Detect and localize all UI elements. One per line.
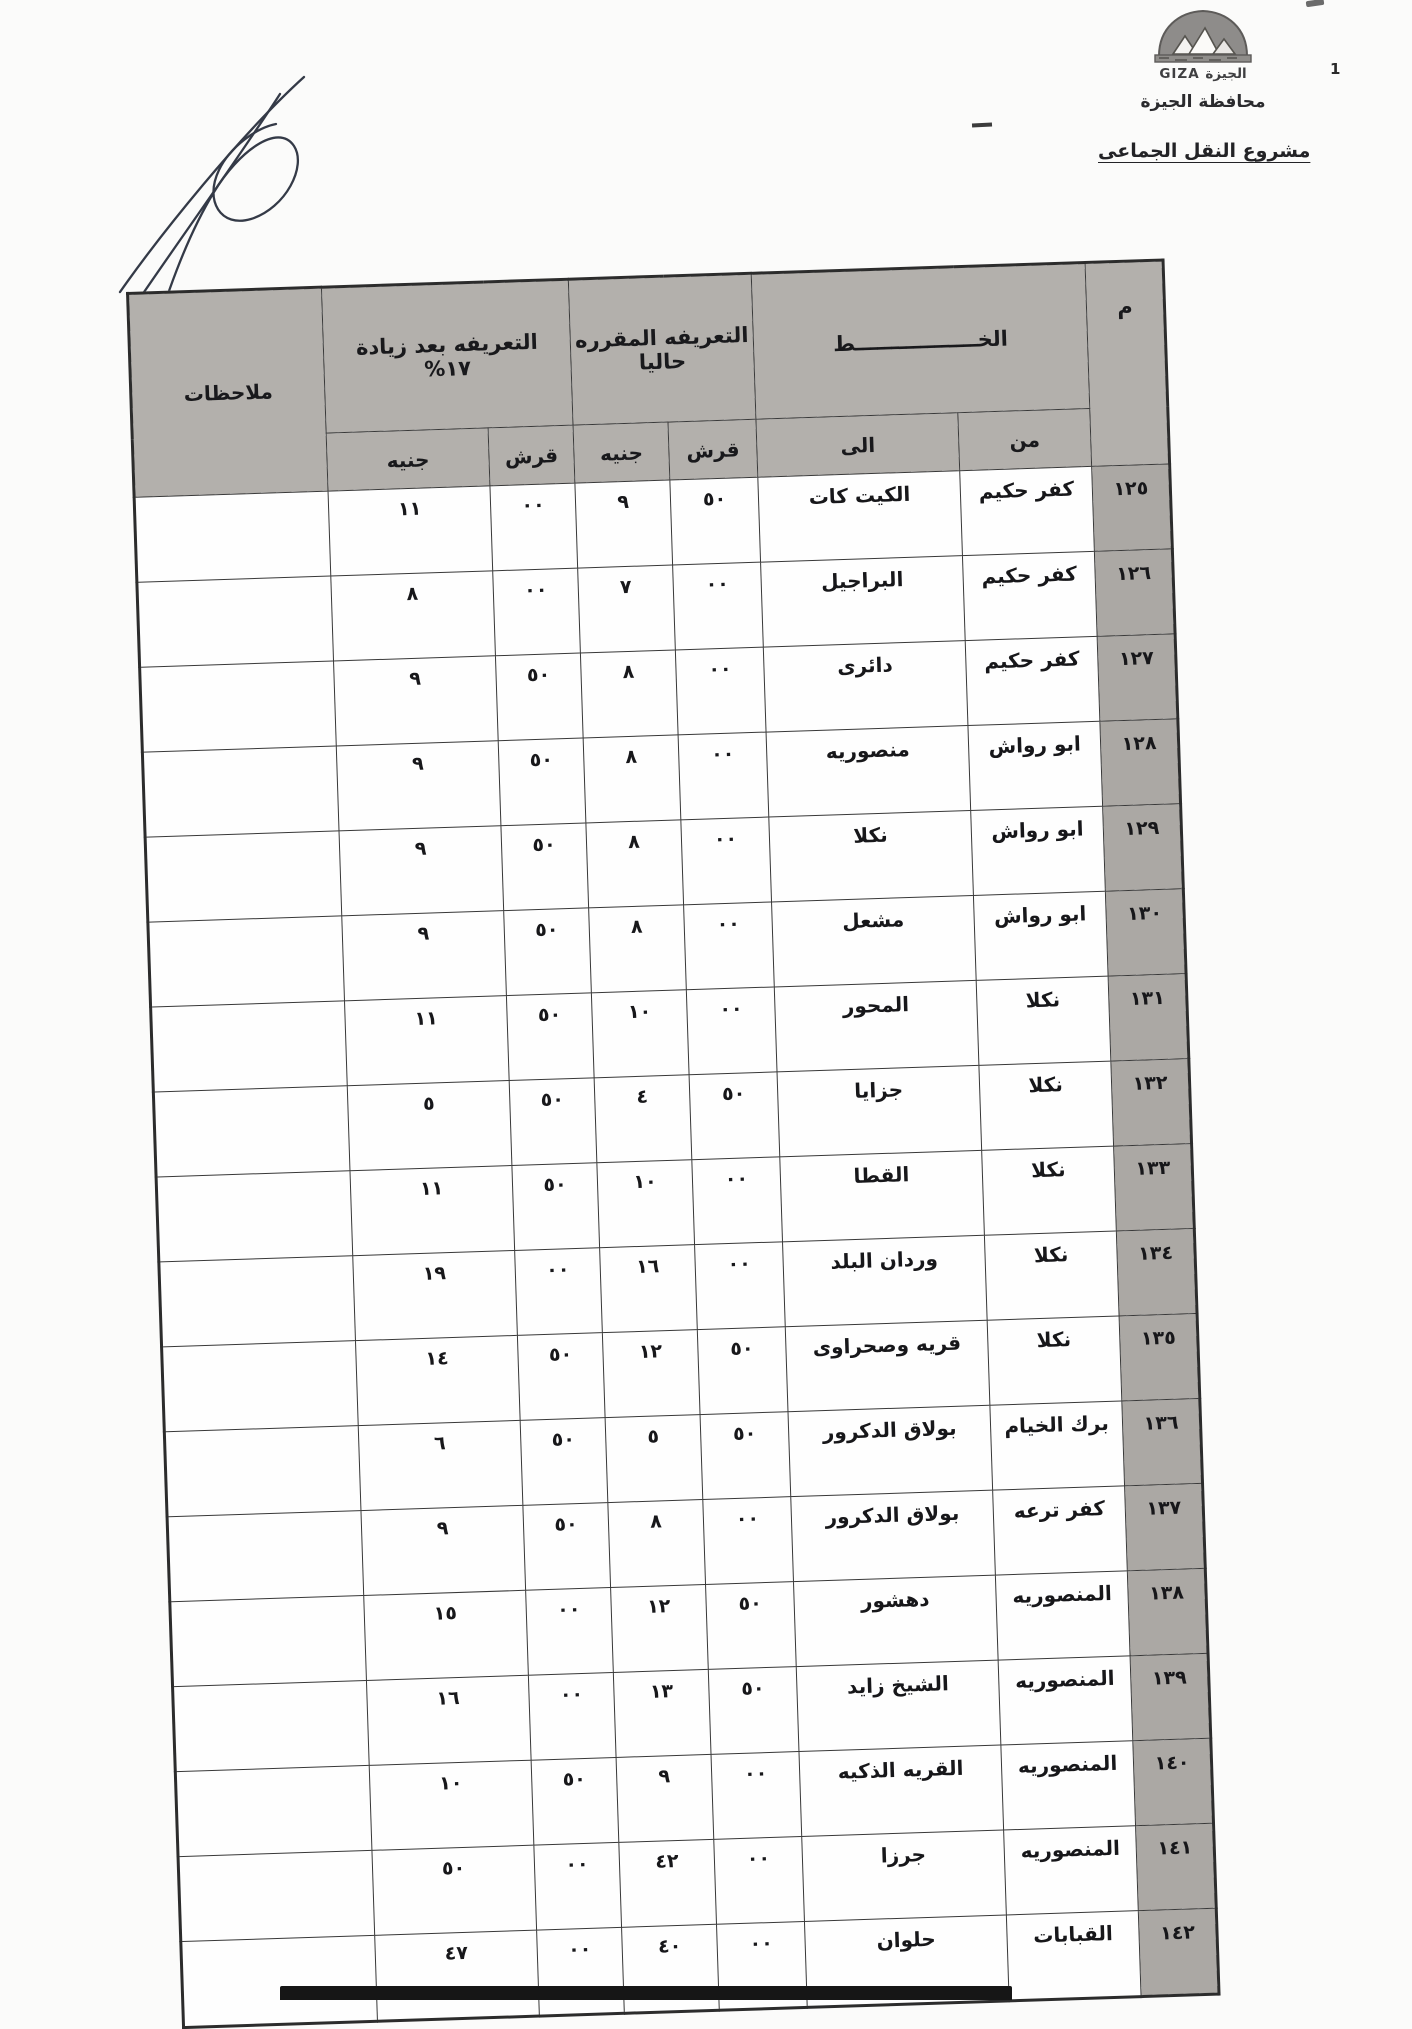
row-number-cell: ١٣٩ bbox=[1130, 1653, 1211, 1740]
notes-cell bbox=[170, 1596, 367, 1687]
to-cell: منصوريه bbox=[766, 726, 971, 817]
new-pounds-cell: ٥ bbox=[347, 1081, 512, 1171]
new-pounds-cell: ٥٠ bbox=[372, 1845, 537, 1935]
from-cell: برك الخيام bbox=[990, 1401, 1125, 1490]
page-number-mark: 1 bbox=[1330, 60, 1341, 78]
current-piasters-cell: ٥٠ bbox=[689, 1072, 780, 1160]
from-cell: نكلا bbox=[979, 1061, 1114, 1150]
to-cell: الشيخ زايد bbox=[796, 1660, 1001, 1751]
logo-en: GIZA bbox=[1159, 66, 1200, 82]
current-piasters-cell: ٠٠ bbox=[681, 817, 772, 905]
current-piasters-cell: ٠٠ bbox=[686, 987, 777, 1075]
header-from: من bbox=[958, 408, 1092, 470]
row-number-cell: ١٢٩ bbox=[1103, 804, 1184, 891]
new-piasters-cell: ٠٠ bbox=[528, 1672, 616, 1760]
fare-table-wrap bbox=[126, 258, 1222, 2029]
current-pounds-cell: ٩ bbox=[616, 1754, 714, 1842]
from-cell: كفر حكيم bbox=[965, 636, 1100, 725]
to-cell: الكيت كات bbox=[758, 471, 963, 562]
to-cell: مشعل bbox=[772, 895, 977, 986]
to-cell: قريه وصحراوى bbox=[785, 1320, 990, 1411]
to-cell: القريه الذكيه bbox=[799, 1745, 1004, 1836]
row-number-cell: ١٣١ bbox=[1108, 974, 1189, 1061]
new-piasters-cell: ٥٠ bbox=[495, 653, 583, 741]
header-num: م bbox=[1085, 260, 1170, 466]
new-piasters-cell: ٠٠ bbox=[490, 483, 578, 571]
current-pounds-cell: ١٢ bbox=[602, 1330, 700, 1418]
notes-cell bbox=[173, 1680, 370, 1771]
new-pounds-cell: ١٥ bbox=[364, 1590, 529, 1680]
row-number-cell: ١٣٢ bbox=[1111, 1059, 1192, 1146]
notes-cell bbox=[181, 1935, 378, 2027]
from-cell: نكلا bbox=[987, 1316, 1122, 1405]
from-cell: ابو رواش bbox=[968, 721, 1103, 810]
current-piasters-cell: ٠٠ bbox=[695, 1242, 786, 1330]
notes-cell bbox=[162, 1341, 359, 1432]
row-number-cell: ١٣٥ bbox=[1119, 1313, 1200, 1400]
current-pounds-cell: ٤ bbox=[594, 1075, 692, 1163]
current-pounds-cell: ٨ bbox=[586, 820, 684, 908]
notes-cell bbox=[140, 661, 337, 752]
new-piasters-cell: ٥٠ bbox=[501, 823, 589, 911]
new-pounds-cell: ١٦ bbox=[366, 1675, 531, 1765]
to-cell: دائرى bbox=[763, 641, 968, 732]
from-cell: كفر حكيم bbox=[960, 466, 1095, 555]
current-pounds-cell: ٨ bbox=[583, 735, 681, 823]
new-piasters-cell: ٠٠ bbox=[515, 1248, 603, 1336]
row-number-cell: ١٣٧ bbox=[1125, 1483, 1206, 1570]
to-cell: جرزا bbox=[802, 1830, 1007, 1921]
current-piasters-cell: ٥٠ bbox=[706, 1582, 797, 1670]
current-piasters-cell: ٥٠ bbox=[708, 1667, 799, 1755]
current-piasters-cell: ٠٠ bbox=[714, 1836, 805, 1924]
pen-dash-mark bbox=[972, 122, 992, 127]
current-piasters-cell: ٥٠ bbox=[670, 477, 761, 565]
new-piasters-cell: ٥٠ bbox=[506, 993, 594, 1081]
current-piasters-cell: ٠٠ bbox=[673, 562, 764, 650]
to-cell: نكلا bbox=[769, 811, 974, 902]
current-pounds-cell: ٤٠ bbox=[622, 1924, 720, 2013]
new-pounds-cell: ٤٧ bbox=[375, 1930, 540, 2021]
header-new-line2: ١٧% bbox=[423, 355, 472, 382]
new-piasters-cell: ٠٠ bbox=[526, 1588, 614, 1676]
row-number-cell: ١٤١ bbox=[1136, 1823, 1217, 1910]
to-cell: دهشور bbox=[793, 1575, 998, 1666]
from-cell: كفر حكيم bbox=[962, 551, 1097, 640]
header-to: الى bbox=[756, 413, 960, 477]
notes-cell bbox=[159, 1256, 356, 1347]
from-cell: المنصوريه bbox=[995, 1571, 1130, 1660]
new-piasters-cell: ٥٠ bbox=[504, 908, 592, 996]
notes-cell bbox=[151, 1001, 348, 1092]
notes-cell bbox=[134, 491, 331, 582]
to-cell: حلوان bbox=[804, 1915, 1009, 2007]
from-cell: القبابات bbox=[1006, 1911, 1141, 2001]
scan-bottom-edge bbox=[280, 1986, 1012, 2000]
header-current-pounds: جنيه bbox=[573, 422, 670, 483]
new-pounds-cell: ١١ bbox=[328, 486, 493, 576]
current-piasters-cell: ٠٠ bbox=[678, 732, 769, 820]
giza-logo bbox=[1151, 6, 1255, 82]
row-number-cell: ١٤٠ bbox=[1133, 1738, 1214, 1825]
current-pounds-cell: ١٦ bbox=[600, 1245, 698, 1333]
header-current-line1: التعريفه المقرره bbox=[574, 322, 749, 353]
from-cell: نكلا bbox=[976, 976, 1111, 1065]
new-pounds-cell: ١١ bbox=[344, 996, 509, 1086]
header-new-piasters: قرش bbox=[488, 425, 575, 486]
notes-cell bbox=[148, 916, 345, 1007]
from-cell: نكلا bbox=[984, 1231, 1119, 1320]
new-pounds-cell: ٩ bbox=[339, 826, 504, 916]
current-pounds-cell: ١٣ bbox=[613, 1669, 711, 1757]
new-pounds-cell: ٦ bbox=[358, 1420, 523, 1510]
from-cell: المنصوريه bbox=[1004, 1826, 1139, 1915]
current-piasters-cell: ٠٠ bbox=[711, 1752, 802, 1840]
new-pounds-cell: ٩ bbox=[342, 911, 507, 1001]
to-cell: جزايا bbox=[777, 1065, 982, 1156]
current-pounds-cell: ٥ bbox=[605, 1415, 703, 1503]
current-piasters-cell: ٠٠ bbox=[717, 1921, 808, 2010]
new-piasters-cell: ٥٠ bbox=[520, 1418, 608, 1506]
current-pounds-cell: ٧ bbox=[578, 565, 676, 653]
header-new-line1: التعريفه بعد زيادة bbox=[355, 329, 539, 360]
header-notes: ملاحظات bbox=[128, 287, 328, 497]
header-new-tariff bbox=[321, 279, 573, 433]
to-cell: بولاق الدكرور bbox=[791, 1490, 996, 1581]
current-piasters-cell: ٠٠ bbox=[703, 1497, 794, 1585]
new-piasters-cell: ٠٠ bbox=[537, 1927, 625, 2016]
pyramids-icon bbox=[1151, 6, 1255, 68]
row-number-cell: ١٢٨ bbox=[1100, 719, 1181, 806]
row-number-cell: ١٣٤ bbox=[1116, 1228, 1197, 1315]
current-pounds-cell: ٤٢ bbox=[619, 1839, 717, 1927]
current-piasters-cell: ٠٠ bbox=[692, 1157, 783, 1245]
new-pounds-cell: ٨ bbox=[331, 571, 496, 661]
new-piasters-cell: ٥٠ bbox=[498, 738, 586, 826]
new-pounds-cell: ١٠ bbox=[369, 1760, 534, 1850]
new-piasters-cell: ٠٠ bbox=[534, 1842, 622, 1930]
row-number-cell: ١٣٠ bbox=[1105, 889, 1186, 976]
row-number-cell: ١٣٨ bbox=[1127, 1568, 1208, 1655]
new-pounds-cell: ٩ bbox=[361, 1505, 526, 1595]
current-pounds-cell: ٩ bbox=[575, 480, 673, 568]
notes-cell bbox=[175, 1765, 372, 1856]
row-number-cell: ١٣٣ bbox=[1114, 1144, 1195, 1231]
header-current-tariff bbox=[568, 273, 756, 425]
notes-cell bbox=[178, 1850, 375, 1941]
header-line: الخـــــــــــــــــط bbox=[751, 263, 1090, 420]
current-pounds-cell: ٨ bbox=[608, 1500, 706, 1588]
notes-cell bbox=[142, 746, 339, 837]
from-cell: المنصوريه bbox=[998, 1656, 1133, 1745]
row-number-cell: ١٤٢ bbox=[1138, 1908, 1219, 1996]
from-cell: كفر ترعه bbox=[993, 1486, 1128, 1575]
current-pounds-cell: ٨ bbox=[580, 650, 678, 738]
notes-cell bbox=[137, 576, 334, 667]
to-cell: وردان البلد bbox=[783, 1235, 988, 1326]
logo-wordmark bbox=[1151, 66, 1255, 82]
scan-smudge bbox=[1306, 0, 1325, 7]
current-piasters-cell: ٥٠ bbox=[700, 1412, 791, 1500]
new-piasters-cell: ٥٠ bbox=[512, 1163, 600, 1251]
new-piasters-cell: ٠٠ bbox=[493, 568, 581, 656]
new-pounds-cell: ٩ bbox=[334, 656, 499, 746]
new-pounds-cell: ٩ bbox=[336, 741, 501, 831]
new-pounds-cell: ١٤ bbox=[355, 1335, 520, 1425]
current-pounds-cell: ٨ bbox=[589, 905, 687, 993]
row-number-cell: ١٢٦ bbox=[1094, 549, 1175, 636]
new-piasters-cell: ٥٠ bbox=[517, 1333, 605, 1421]
row-number-cell: ١٣٦ bbox=[1122, 1398, 1203, 1485]
from-cell: المنصوريه bbox=[1001, 1741, 1136, 1830]
notes-cell bbox=[153, 1086, 350, 1177]
notes-cell bbox=[164, 1426, 361, 1517]
current-pounds-cell: ١٢ bbox=[611, 1584, 709, 1672]
current-piasters-cell: ٠٠ bbox=[684, 902, 775, 990]
notes-cell bbox=[167, 1511, 364, 1602]
governorate-title: محافظة الجيزة bbox=[1140, 92, 1266, 112]
project-title: مشروع النقل الجماعى bbox=[1098, 140, 1311, 162]
from-cell: ابو رواش bbox=[971, 806, 1106, 895]
new-piasters-cell: ٥٠ bbox=[523, 1503, 611, 1591]
fare-table bbox=[126, 258, 1221, 2029]
letterhead bbox=[1098, 6, 1311, 162]
row-number-cell: ١٢٧ bbox=[1097, 634, 1178, 721]
row-number-cell: ١٢٥ bbox=[1092, 464, 1173, 551]
notes-cell bbox=[145, 831, 342, 922]
to-cell: البراجيل bbox=[761, 556, 966, 647]
logo-ar: الجيزة bbox=[1205, 66, 1247, 82]
from-cell: ابو رواش bbox=[973, 891, 1108, 980]
current-pounds-cell: ١٠ bbox=[597, 1160, 695, 1248]
current-pounds-cell: ١٠ bbox=[591, 990, 689, 1078]
new-piasters-cell: ٥٠ bbox=[509, 1078, 597, 1166]
new-pounds-cell: ١٩ bbox=[353, 1250, 518, 1340]
current-piasters-cell: ٥٠ bbox=[697, 1327, 788, 1415]
header-current-piasters: قرش bbox=[668, 419, 758, 480]
new-pounds-cell: ١١ bbox=[350, 1165, 515, 1255]
to-cell: بولاق الدكرور bbox=[788, 1405, 993, 1496]
notes-cell bbox=[156, 1171, 353, 1262]
header-current-line2: حاليا bbox=[638, 348, 687, 375]
to-cell: القطا bbox=[780, 1150, 985, 1241]
new-piasters-cell: ٥٠ bbox=[531, 1757, 619, 1845]
current-piasters-cell: ٠٠ bbox=[675, 647, 766, 735]
to-cell: المحور bbox=[774, 980, 979, 1071]
header-new-pounds: جنيه bbox=[326, 428, 490, 491]
from-cell: نكلا bbox=[982, 1146, 1117, 1235]
